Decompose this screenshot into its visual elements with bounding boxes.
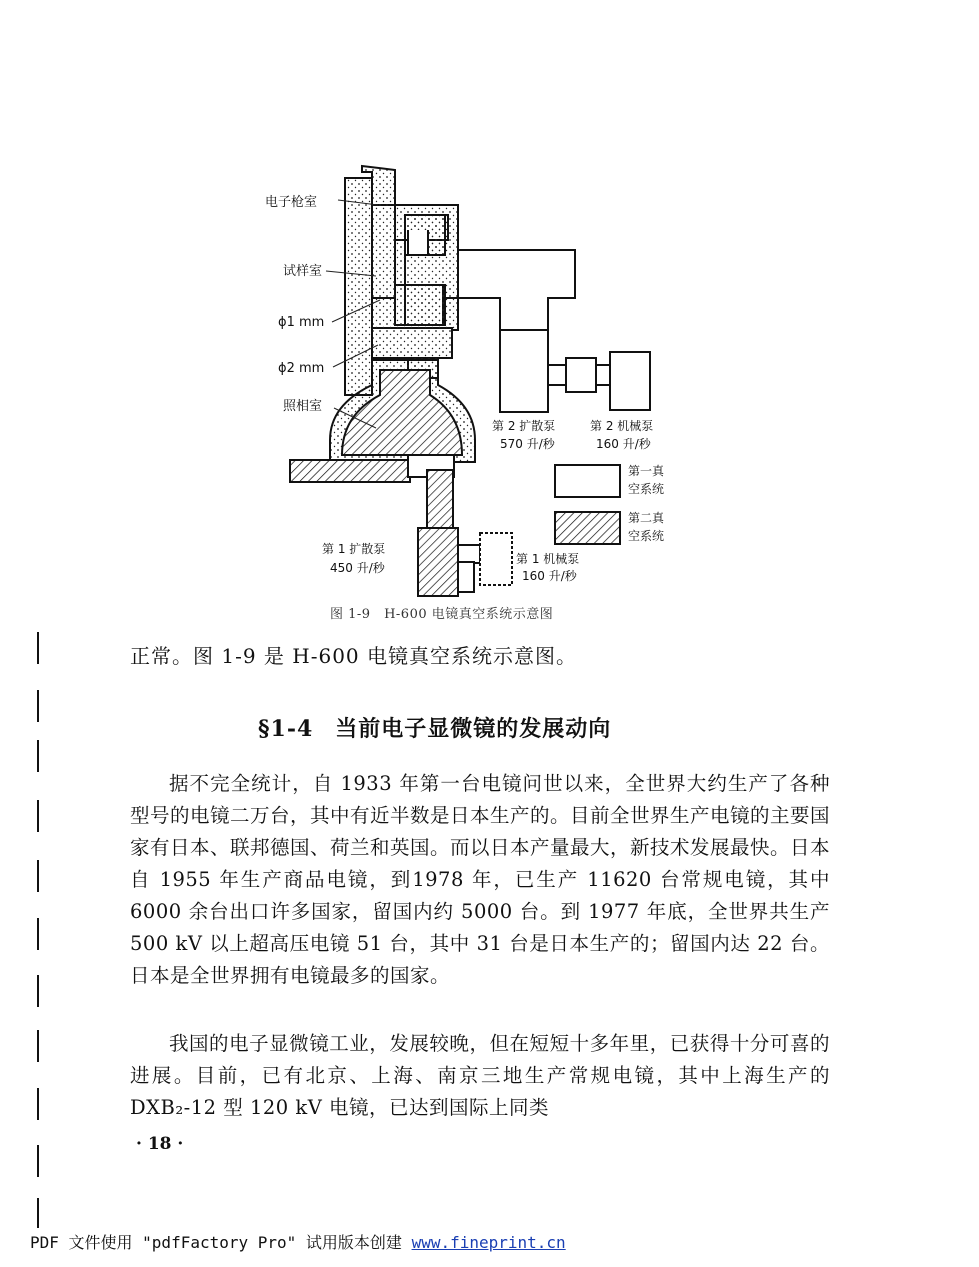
legend-label-system-2-line1: 第二真 (628, 511, 665, 525)
page-number: · 18 · (136, 1134, 184, 1154)
footer-text: PDF 文件使用 "pdfFactory Pro" 试用版本创建 (30, 1233, 412, 1252)
intro-line: 正常。图 1-9 是 H-600 电镜真空系统示意图。 (130, 644, 578, 668)
paragraph-2 (130, 1028, 830, 1124)
label-mechanical-pump-1: 第 1 机械泵 (516, 552, 580, 566)
paragraph-1-text: 据不完全统计，自 1933 年第一台电镜问世以来，全世界大约生产了各种型号的电镜二万台，其中有近半数是日本生产的。目前全世界生产电镜的主要国家有日本、联邦德国、荷兰和英国。而以日本产量最大，新技术发展最快。日本自 1955 年生产商品电镜，到1978 年，已生产 11620 台常规电镜，其中 6000 余台出口许多国家，留国内约 5000 台。到 1977 年底，全世界共生产 500 kV 以上超高压电镜 51 台，其中 31 台是日本生产的；留国内达 22 台。日本是全世界拥有电镜最多的国家。 (130, 772, 831, 987)
label-diffusion-pump-2: 第 2 扩散泵 (492, 419, 556, 433)
legend-box-system-2 (555, 512, 620, 544)
paragraph-1 (130, 768, 830, 992)
section-heading (258, 712, 611, 743)
section-number: §1-4 (258, 716, 314, 742)
legend-label-system-1-line2: 空系统 (628, 482, 665, 496)
pdf-footer (30, 1230, 566, 1253)
label-diffusion-pump-2-rate: 570 升/秒 (500, 437, 555, 451)
label-aperture-2mm: ϕ2 mm (278, 361, 325, 376)
legend-label-system-1-line1: 第一真 (628, 464, 665, 478)
label-diffusion-pump-1: 第 1 扩散泵 (322, 542, 386, 556)
label-aperture-1mm: ϕ1 mm (278, 315, 325, 330)
legend-label-system-2-line2: 空系统 (628, 529, 665, 543)
margin-mark (37, 1030, 39, 1062)
margin-mark (37, 800, 39, 832)
label-mechanical-pump-2: 第 2 机械泵 (590, 419, 654, 433)
label-mechanical-pump-2-rate: 160 升/秒 (596, 437, 651, 451)
footer-link[interactable]: www.fineprint.cn (411, 1233, 566, 1252)
legend-box-system-1 (555, 465, 620, 497)
margin-mark (37, 1088, 39, 1120)
vacuum-system-2-pumps (418, 528, 512, 596)
margin-mark (37, 690, 39, 722)
section-title: 当前电子显微镜的发展动向 (335, 716, 612, 742)
label-diffusion-pump-1-rate: 450 升/秒 (330, 561, 385, 575)
margin-mark (37, 1145, 39, 1177)
margin-mark (37, 860, 39, 892)
label-sample-chamber: 试样室 (283, 264, 323, 279)
margin-mark (37, 918, 39, 950)
margin-mark (37, 740, 39, 772)
camera-chamber (290, 360, 475, 530)
label-camera-chamber: 照相室 (283, 399, 323, 414)
margin-mark (37, 632, 39, 664)
figure-caption: 图 1-9 H-600 电镜真空系统示意图 (330, 607, 554, 622)
label-gun-chamber: 电子枪室 (265, 195, 318, 210)
margin-mark (37, 975, 39, 1007)
paragraph-2-text: 我国的电子显微镜工业，发展较晚，但在短短十多年里，已获得十分可喜的进展。目前，已有北京、上海、南京三地生产常规电镜，其中上海生产的 DXB₂-12 型 120 kV 电镜，已达到国际上同类 (130, 1032, 830, 1119)
margin-mark (37, 1198, 39, 1228)
label-mechanical-pump-1-rate: 160 升/秒 (522, 569, 577, 583)
